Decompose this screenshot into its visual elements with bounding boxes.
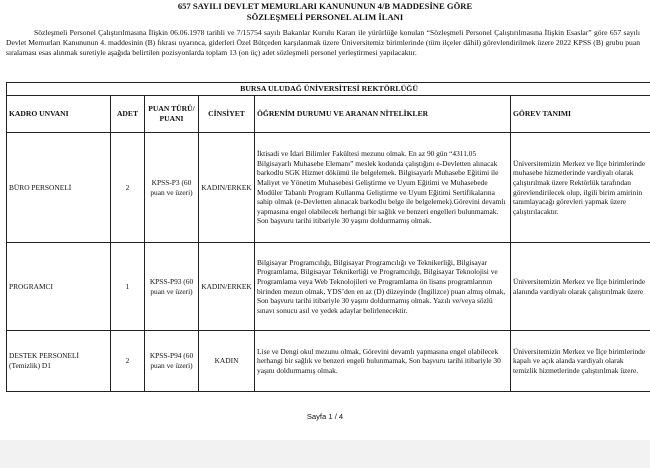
col-puan: PUAN TÜRÜ/ PUANI — [145, 96, 199, 133]
title-line-1: 657 SAYILI DEVLET MEMURLARI KANUNUNUN 4/B MADDESİNE GÖRE — [177, 1, 473, 11]
cell-adet: 2 — [111, 133, 145, 243]
cell-cinsiyet: KADIN/ERKEK — [199, 243, 255, 331]
cell-kadro: PROGRAMCI — [7, 243, 111, 331]
page-number: Sayfa 1 / 4 — [306, 412, 344, 421]
cell-gorev: Üniversitemizin Merkez ve İlçe birimlerinde alanında vardiyalı olarak çalıştırılmak üzere — [511, 243, 650, 331]
cell-adet: 2 — [111, 331, 145, 392]
cell-puan: KPSS-P3 (60 puan ve üzeri) — [145, 133, 199, 243]
intro-paragraph: Sözleşmeli Personel Çalıştırılmasına İlişkin 06.06.1978 tarihli ve 7/15754 sayılı Bakanlar Kurulu Kararı ile yürürlüğe konulan “Sözleşmeli Personel Çalıştırılmasına İlişkin Esaslar” göre 657 sayılı Devlet Memurları Kanununun 4. maddesinin (B) fıkrası uyarınca, giderleri Özel Bütçeden karşılanmak üzere Üniversitemiz birimlerinde (tüm ilçeler dâhil) görevlendirilmek üzere 2022 KPSS (B) grubu puan sıralaması esas alınmak suretiyle aşağıda belirtilen pozisyonlarda toplam 13 (on üç) adet sözleşmeli personel yerleştirmesi yapılacaktır. — [6, 28, 640, 57]
cell-ogrenim: İktisadi ve İdari Bilimler Fakültesi mezunu olmak. En az 90 gün “4311.05 Bilgisayarlı Muhasebe Elemanı” meslek kodunda çalıştığını e-Devletten alınacak barkodlu SGK Hizmet dökümü ile belgelemek. Bilgisayarlı Muhasebe Eğitimi ile Maliyet ve Yönetim Muhasebesi Geliştirme ve Uyum Eğitimi ve Muhasebede Modüler Tabanlı Program Kullanma Geliştirme ve Uyum Eğitimi Sertifikalarına sahip olmak (e-Devletten alınacak barkodlu belge ile belgelemek).Görevini devamlı yapmasına engel olabilecek herhangi bir sağlık ve benzeri engelleri bulunmamak. Son başvuru tarihi itibariyle 30 yaşını doldurmamış olmak. — [255, 133, 511, 243]
col-cinsiyet: CİNSİYET — [199, 96, 255, 133]
table-row — [7, 133, 650, 243]
cell-kadro: DESTEK PERSONELİ (Temizlik) D1 — [7, 331, 111, 392]
cell-kadro: BÜRO PERSONELİ — [7, 133, 111, 243]
cell-cinsiyet: KADIN — [199, 331, 255, 392]
cell-puan: KPSS-P94 (60 puan ve üzeri) — [145, 331, 199, 392]
viewer-background — [0, 440, 650, 468]
col-ogrenim: ÖĞRENİM DURUMU VE ARANAN NİTELİKLER — [255, 96, 511, 133]
table-row — [7, 331, 650, 392]
col-adet: ADET — [111, 96, 145, 133]
table-header-row — [7, 96, 650, 133]
title-line-2: SÖZLEŞMELİ PERSONEL ALIM İLANI — [246, 12, 404, 22]
university-header: BURSA ULUDAĞ ÜNİVERSİTESİ REKTÖRLÜĞÜ — [7, 83, 650, 96]
cell-puan: KPSS-P93 (60 puan ve üzeri) — [145, 243, 199, 331]
cell-adet: 1 — [111, 243, 145, 331]
positions-table — [6, 82, 650, 392]
cell-ogrenim: Lise ve Dengi okul mezunu olmak, Görevini devamlı yapmasına engel olabilecek herhangi bir sağlık ve benzeri engeli bulunmamak, Son başvuru tarihi itibariyle 30 yaşını doldurmamış olmak. — [255, 331, 511, 392]
cell-gorev: Üniversitemizin Merkez ve İlçe birimlerinde muhasebe hizmetlerinde vardiyalı olarak çalıştırılmak üzere Rektörlük tarafından görevlendirilecek olup, ilgili birim amirinin tanımlayacağı görevleri yapmak üzere çalıştırılacaktır. — [511, 133, 650, 243]
cell-gorev: Üniversitemizin Merkez ve İlçe birimlerinde kapalı ve açık alanda vardiyalı olarak temizlik hizmetlerinde çalıştırılmak üzere. — [511, 331, 650, 392]
cell-cinsiyet: KADIN/ERKEK — [199, 133, 255, 243]
document-title — [0, 1, 650, 23]
col-gorev: GÖREV TANIMI — [511, 96, 650, 133]
cell-ogrenim: Bilgisayar Programcılığı, Bilgisayar Programcılığı ve Teknikerliği, Bilgisayar Programlama, Bilgisayar Teknikerliği ve Programcılığı, Bilgisayar Teknolojisi ve Programlama veya Web Teknolojileri ve Programlama ön lisans programlarının birinden mezun olmak, YDS’den en az (D) düzeyinde (İngilizce) puan almış olmak, Son başvuru tarihi itibariyle 30 yaşını doldurmamış olmak. Yazılı ve/veya sözlü sınavı sonucu asıl ve yedek adaylar belirlenecektir. — [255, 243, 511, 331]
table-row — [7, 243, 650, 331]
col-kadro: KADRO UNVANI — [7, 96, 111, 133]
